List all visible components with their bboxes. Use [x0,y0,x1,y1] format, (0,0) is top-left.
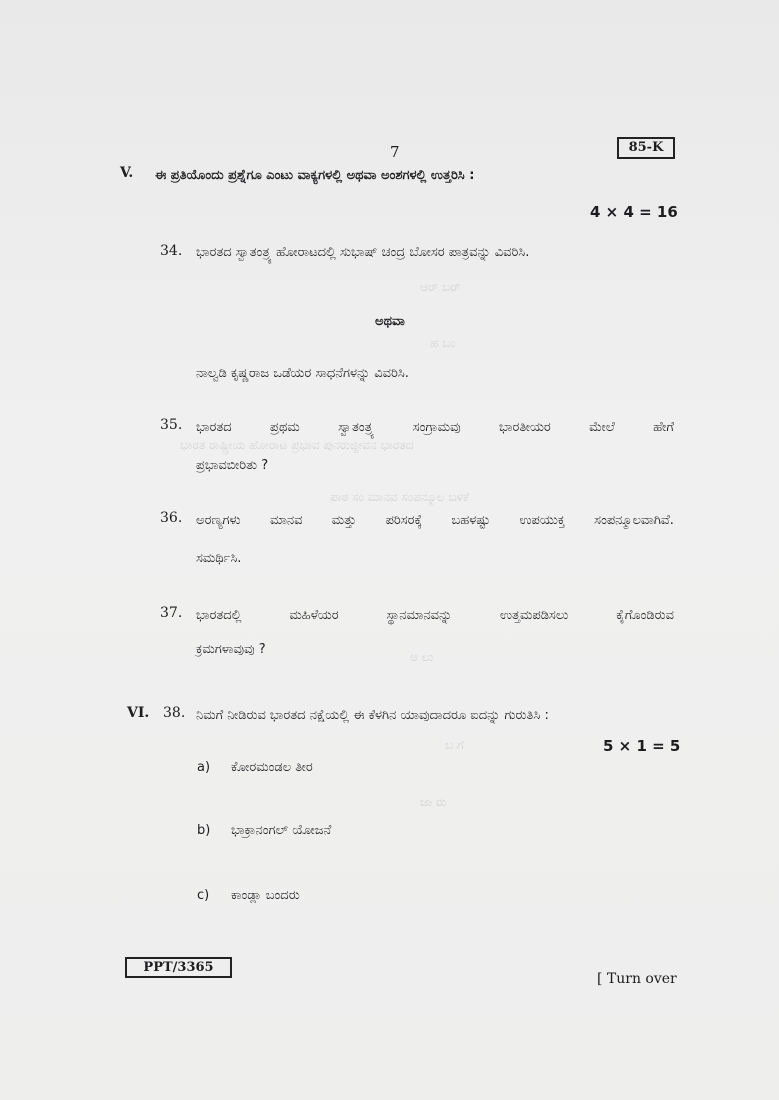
section-v-marks: 4 × 4 = 16 [590,203,678,221]
word: ಮೇಲೆ [589,420,615,435]
option-c-label: c) [197,888,210,903]
word: ಸ್ಥಾನಮಾನವನ್ನು [386,608,453,623]
ppt-code-box: PPT/3365 [125,957,232,978]
word: ಉತ್ತಮಪಡಿಸಲು [500,608,569,623]
question-34-or: ಅಥವಾ [375,314,405,329]
page-number: 7 [390,143,400,161]
question-36-line1 [196,513,674,528]
question-37-line1 [196,608,674,623]
question-36-line2: ಸಮರ್ಥಿಸಿ. [196,551,242,566]
question-37-number: 37. [160,605,183,621]
option-c-text: ಕಾಂಡ್ಲಾ ಬಂದರು [231,888,300,903]
show-through-marks: ಬ ಗೆ [445,738,464,752]
show-through-marks: ಹ ಬಂ [430,336,456,350]
word: ಭಾರತದಲ್ಲಿ [196,608,242,623]
show-through-marks: ಪಾಠ ಸಂ ಮಾನವ ಸಂಪನ್ಮೂಲ ಬಳಕೆ [330,490,469,504]
word: ಹೇಗೆ [653,420,674,435]
word: ಪರಿಸರಕ್ಕೆ [385,513,423,528]
word: ಅರಣ್ಯಗಳು [196,513,241,528]
word: ಮಹಿಳೆಯರ [289,608,339,623]
section-v-numeral: V. [120,165,134,181]
show-through-marks: ಆರ್‍ ಬರ್ [420,280,461,294]
option-b-text: ಭಾಕ್ರಾನಂಗಲ್ ಯೋಜನೆ [231,823,332,838]
word: ಮತ್ತು [331,513,357,528]
word: ಸಂಪನ್ಮೂಲವಾಗಿವೆ. [594,513,674,528]
question-36-number: 36. [160,510,183,526]
turn-over-note: [ Turn over [597,971,677,987]
question-37-line2: ಕ್ರಮಗಳಾವುವು ? [196,642,266,657]
show-through-marks: ಜಾ ರು [420,795,447,809]
word: ಸಂಗ್ರಾಮವು [412,420,461,435]
word: ಕೈಗೊಂಡಿರುವ [616,608,674,623]
word: ಉಪಯುಕ್ತ [519,513,565,528]
section-v-instruction: ಈ ಪ್ರತಿಯೊಂದು ಪ್ರಶ್ನೆಗೂ ಎಂಟು ವಾಕ್ಯಗಳಲ್ಲಿ ಅಥವಾ ಅಂಶಗಳಲ್ಲಿ ಉತ್ತರಿಸಿ : [155,168,475,183]
word: ಭಾರತದ [196,420,232,435]
show-through-marks: ಭಾರತ ರಾಷ್ಟ್ರೀಯ ಹೋರಾಟ ಪ್ರಭಾವ ಪುನರುಜ್ಜೀವನ ಭಾರತದ [180,438,414,452]
word: ಬಹಳಷ್ಟು [451,513,491,528]
word: ಪ್ರಥಮ [270,420,300,435]
question-35-line1 [196,420,674,435]
question-38-marks: 5 × 1 = 5 [603,737,681,755]
paper-code-box: 85-K [617,137,675,159]
question-35-line2: ಪ್ರಭಾವಬೀರಿತು ? [196,458,269,473]
question-34-text: ಭಾರತದ ಸ್ವಾತಂತ್ರ್ಯ ಹೋರಾಟದಲ್ಲಿ ಸುಭಾಷ್ ಚಂದ್ರ ಬೋಸರ ಪಾತ್ರವನ್ನು ವಿವರಿಸಿ. [196,245,530,260]
question-34-alternative: ನಾಲ್ವಡಿ ಕೃಷ್ಣರಾಜ ಒಡೆಯರ ಸಾಧನೆಗಳನ್ನು ವಿವರಿಸಿ. [196,366,409,381]
question-38-text: ನಿಮಗೆ ನೀಡಿರುವ ಭಾರತದ ನಕ್ಷೆಯಲ್ಲಿ ಈ ಕೆಳಗಿನ ಯಾವುದಾದರೂ ಐದನ್ನು ಗುರುತಿಸಿ : [196,708,549,723]
option-b-label: b) [197,823,211,838]
option-a-text: ಕೋರಮಂಡಲ ತೀರ [231,760,313,775]
question-34-number: 34. [160,243,183,259]
word: ಸ್ವಾತಂತ್ರ್ಯ [338,420,375,435]
show-through-marks: ಆ ಲು [410,650,434,664]
word: ಭಾರತೀಯರ [498,420,551,435]
option-a-label: a) [197,760,211,775]
question-35-number: 35. [160,417,183,433]
question-38-number: 38. [163,705,186,721]
word: ಮಾನವ [269,513,303,528]
section-vi-numeral: VI. [127,705,150,721]
